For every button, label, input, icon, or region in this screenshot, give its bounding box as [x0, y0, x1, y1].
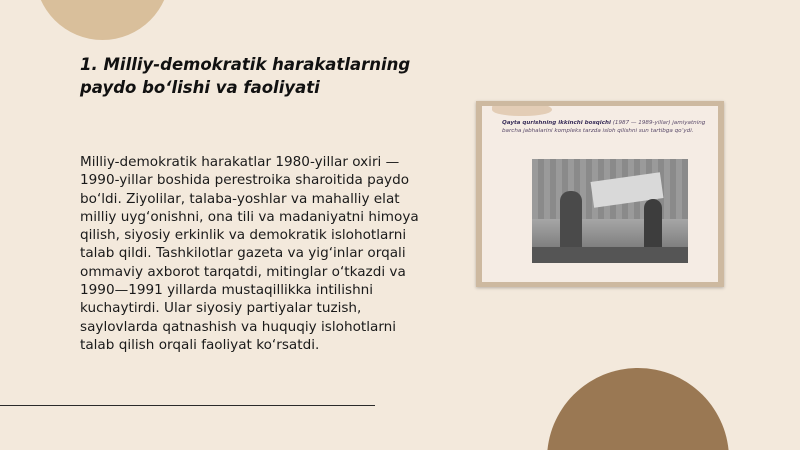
decorative-circle-bottom	[547, 368, 729, 450]
divider-line	[0, 405, 375, 406]
photo-caption	[502, 120, 712, 135]
slide-title: 1. Milliy-demokratik harakatlarning paydo bo‘lishi va faoliyati	[80, 55, 411, 97]
historical-photo	[532, 159, 688, 263]
photo-card	[476, 101, 724, 287]
decorative-circle-top	[35, 0, 170, 40]
photo-caption-title: Qayta qurishning ikkinchi bosqichi	[502, 120, 611, 126]
photo-caption-years: (1987 — 1989-yillar)	[612, 120, 671, 126]
photo-inner	[482, 106, 718, 282]
photo-floor	[532, 247, 688, 263]
torn-paper-decoration	[492, 106, 552, 116]
photo-caption-rest: jamiyatning barcha jabhalarini kompleks tarzda isloh qilishni sun tartibga qo‘ydi.	[502, 120, 706, 134]
slide-body-text: Milliy-demokratik harakatlar 1980-yillar oxiri — 1990-yillar boshida perestroika sharoitida paydo bo‘ldi. Ziyolilar, talaba-yoshlar va mahalliy elat milliy uyg‘onishni, ona tili va madaniyatni himoya qilish, siyosiy erkinlik va demokratik islohotlarni talab qildi. Tashkilotlar gazeta va yig‘inlar orqali ommaviy axborot tarqatdi, mitinglar o‘tkazdi va 1990—1991 yillarda mustaqillikka intilishni kuchaytirdi. Ular siyosiy partiyalar tuzish, saylovlarda qatnashish va huquqiy islohotlarni talab qilish orqali faoliyat ko‘rsatdi.	[80, 154, 419, 353]
